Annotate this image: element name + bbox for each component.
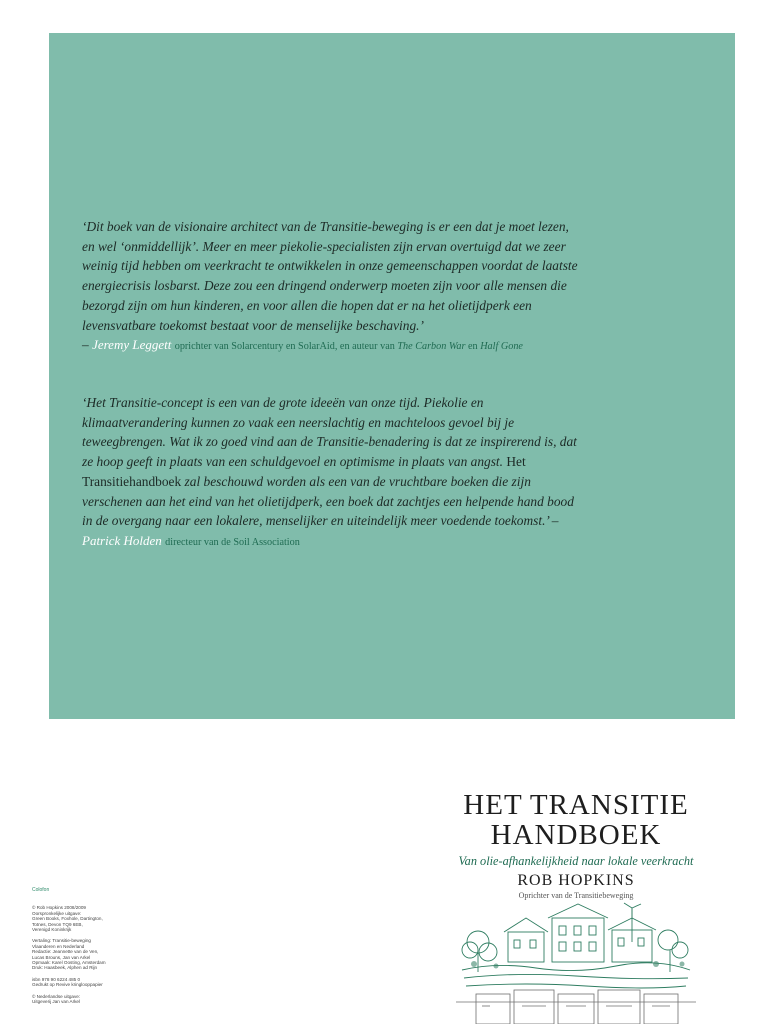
quote-author-role: directeur van de Soil Association	[165, 536, 300, 548]
book-title: The Carbon War	[397, 341, 466, 353]
quote-text-continued: zal beschouwd worden als een van de vruchtbare boeken die zijn verschenen aan het eind van het olietijdperk, een boek dat zachtjes een helpende hand bood in de overgang naar een lokalere, menselijker en uiteindelijk meer voedende toekomst.’ –	[82, 473, 574, 529]
endorsement-quote-2	[82, 393, 582, 553]
colofon-block-copyright: © Rob Hopkins 2008/2009 Oorspronkelijke uitgave: Green Books, Foxhole, Dartington, Totnes, Devon TQ9 6EB, Verenigd Koninkrijk	[32, 905, 103, 933]
colofon-block-isbn: isbn 978 90 6224 485 0 Gedrukt op Revive kringlooppapier	[32, 976, 103, 988]
quote-author-role: oprichter van Solarcentury en SolarAid, en auteur van The Carbon War en Half Gone	[174, 341, 523, 353]
quote-panel	[49, 33, 735, 719]
colofon-block-publisher: © Nederlandse uitgave: Uitgeverij Jan van Arkel	[32, 993, 81, 1005]
quote-author: Jeremy Leggett	[92, 337, 172, 353]
quote-book-title: Het Transitiehandboek	[82, 454, 526, 489]
endorsement-quote-1	[82, 217, 582, 357]
cover-subtitle: Van olie-afhankelijkheid naar lokale veerkracht	[458, 854, 694, 868]
colofon-heading: Colofon	[32, 887, 50, 893]
cover-tagline: Oprichter van de Transitiebeweging	[518, 891, 634, 900]
colofon-block-credits: Vertaling: Transitie-beweging Vlaanderen en Nederland Redactie: Jeannette van de Ven, Lucas Brouns, Jan van Arkel Opmaak: Karel Oosting, Amsterdam Druk: Haasbeek, Alphen ad Rijn	[32, 938, 106, 971]
colofon	[32, 888, 142, 1011]
quote-dash: –	[82, 337, 89, 353]
cover-author: ROB HOPKINS	[517, 872, 635, 889]
book-cover	[448, 790, 704, 1024]
quote-text: ‘Dit boek van de visionaire architect van de Transitie-beweging is er een dat je moet lezen, en wel ‘onmiddellijk’. Meer en meer piekolie-specialisten zijn ervan overtuigd dat we zeer weinig tijd hebben om veerkracht te ontwikkelen in onze gemeenschappen voordat de laatste energiecrisis losbarst. Deze zou een dringend onderwerp moeten zijn voor alle mensen die bezorgd zijn om hun kinderen, en voor allen die hopen dat er na het olietijdperk een levensvatbare toekomst bestaat voor de menselijke beschaving.’	[82, 219, 578, 333]
quote-author: Patrick Holden	[82, 532, 162, 548]
quote-text: ‘Het Transitie-concept is een van de grote ideeën van onze tijd. Piekolie en klimaatverandering kunnen zo vaak een neerslachtig en machteloos gevoel bij je teweegbrengen. Wat ik zo goed vind aan de Transitie-benadering is dat ze inspirerend is, dat ze hoop geeft in plaats van een schuldgevoel en optimisme in plaats van angst.	[82, 395, 577, 470]
book-title: Half Gone	[480, 341, 523, 353]
cover-title: HET TRANSITIE HANDBOEK	[463, 790, 689, 851]
town-illustration-icon	[456, 902, 696, 1024]
